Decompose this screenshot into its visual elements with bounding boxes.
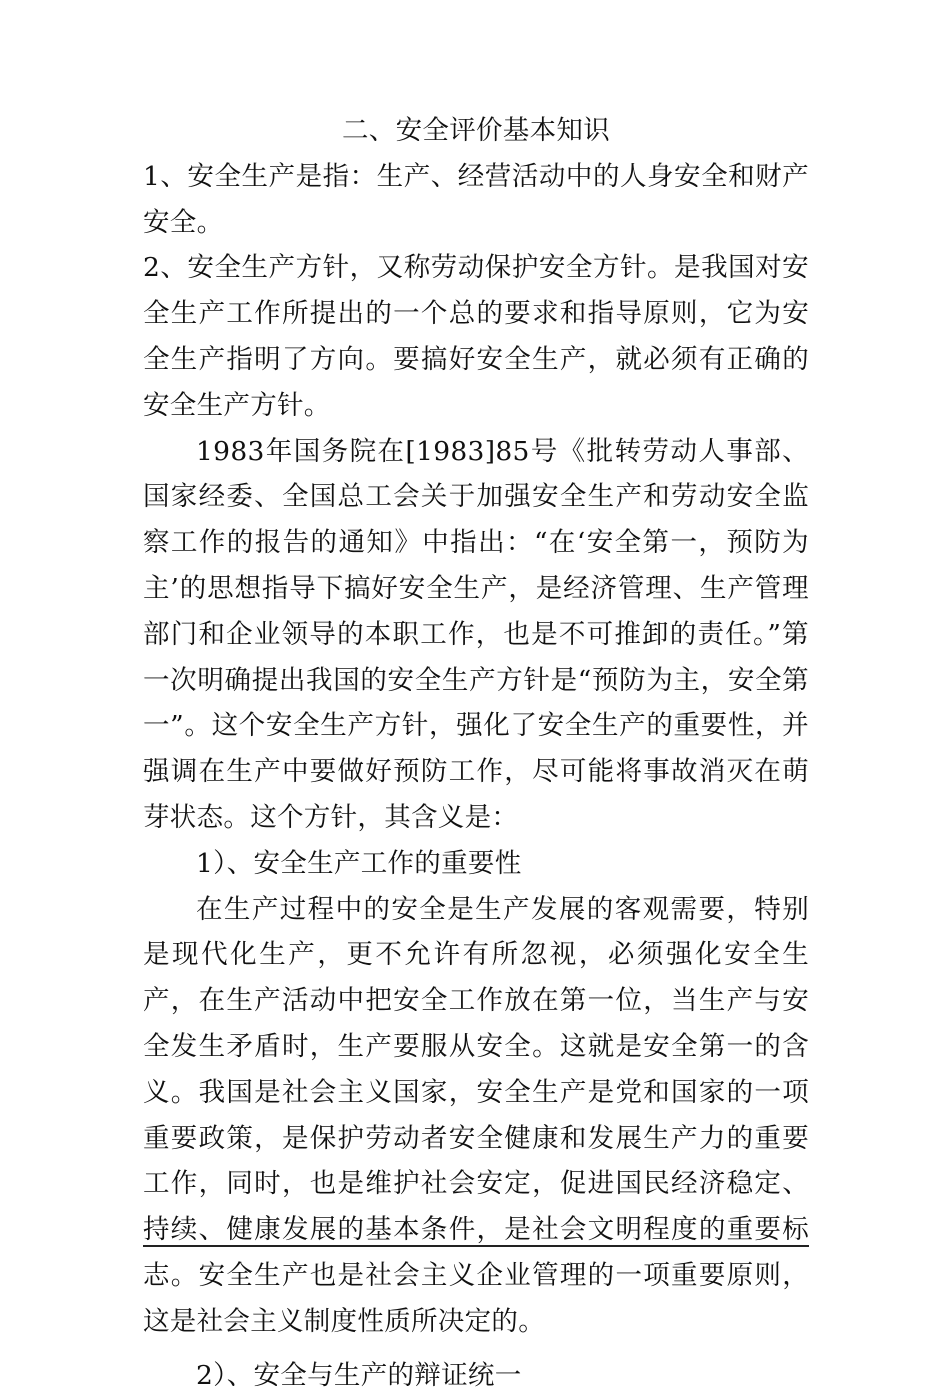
paragraph-definition: 1、安全生产是指：生产、经营活动中的人身安全和财产安全。 [143,160,809,238]
subheading-importance: 1）、安全生产工作的重要性 [196,847,522,879]
section-heading: 二、安全评价基本知识 [342,115,610,146]
paragraph-history: 1983年国务院在[1983]85号《批转劳动人事部、国家经委、全国总工会关于加强安全生产和劳动安全监察工作的报告的通知》中指出：“在‘安全第一，预防为主’的思想指导下搞好安全生产，是经济管理、生产管理部门和企业领导的本职工作，也是不可推卸的责任。”第一次明确提出我国的安全生产方针是“预防为主，安全第一”。这个安全生产方针，强化了安全生产的重要性，并强调在生产中要做好预防工作，尽可能将事故消灭在萌芽状态。这个方针，其含义是： [143,435,809,833]
subheading-dialectic: 2）、安全与生产的辩证统一 [196,1359,522,1391]
document-body [143,108,809,1398]
footer-divider [143,1245,809,1247]
paragraph-importance: 在生产过程中的安全是生产发展的客观需要，特别是现代化生产，更不允许有所忽视，必须强化安全生产，在生产活动中把安全工作放在第一位，当生产与安全发生矛盾时，生产要服从安全。这就是安全第一的含义。我国是社会主义国家，安全生产是党和国家的一项重要政策，是保护劳动者安全健康和发展生产力的重要工作，同时，也是维护社会安定，促进国民经济稳定、持续、健康发展的基本条件，是社会文明程度的重要标志。安全生产也是社会主义企业管理的一项重要原则，这是社会主义制度性质所决定的。 [143,893,809,1337]
paragraph-policy: 2、安全生产方针，又称劳动保护安全方针。是我国对安全生产工作所提出的一个总的要求和指导原则，它为安全生产指明了方向。要搞好安全生产，就必须有正确的安全生产方针。 [143,252,809,421]
